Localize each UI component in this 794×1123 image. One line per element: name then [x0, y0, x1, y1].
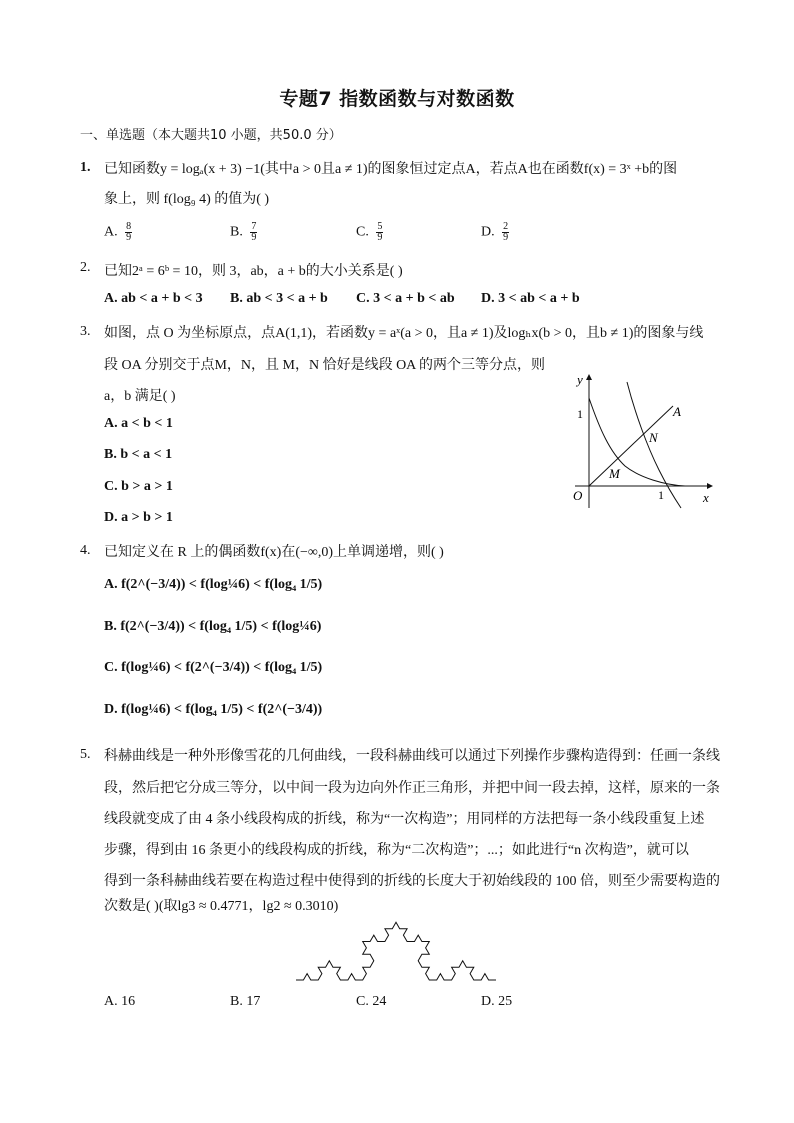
- question-3-text-line-1: 如图，点 O 为坐标原点，点A(1,1)，若函数y = aˣ(a > 0，且a ≠ 1)及logₕx(b > 0，且b ≠ 1)的图象与线: [104, 326, 704, 341]
- y-axis-arrow: [586, 374, 592, 380]
- option-letter: B.: [230, 224, 243, 240]
- point-a-label: A: [673, 404, 681, 419]
- question-5-option-d[interactable]: D. 25: [481, 994, 513, 1009]
- section-heading: 一、单选题（本大题共10 小题，共50.0 分）: [80, 128, 342, 143]
- question-4-option-d[interactable]: D. f(log¼6) < f(log₄ 1/5) < f(2^(−3/4)): [104, 702, 323, 717]
- question-1-text-line-2: 象上，则 f(log₉ 4) 的值为( ): [104, 192, 270, 207]
- page-title: 专题7 指数函数与对数函数: [279, 88, 515, 110]
- question-5-option-b[interactable]: B. 17: [230, 994, 261, 1009]
- option-fraction: $\frac{8}{9}$: [126, 221, 132, 243]
- question-2-text-line-1: 已知2ᵃ = 6ᵇ = 10，则 3，ab，a + b的大小关系是( ): [104, 264, 403, 279]
- question-5-text-line-1: 科赫曲线是一种外形像雪花的几何曲线，一段科赫曲线可以通过下列操作步骤构造得到：任画一条线: [104, 749, 720, 764]
- question-3-graph: [555, 368, 725, 518]
- option-fraction: $\frac{2}{9}$: [503, 221, 509, 243]
- option-letter: A.: [104, 224, 118, 240]
- option-letter: C.: [356, 224, 369, 240]
- point-m-label: M: [609, 466, 620, 481]
- y-axis-label: y: [577, 372, 583, 387]
- question-5-option-c[interactable]: C. 24: [356, 994, 387, 1009]
- option-fraction: $\frac{5}{9}$: [377, 221, 383, 243]
- question-4-option-c[interactable]: C. f(log¼6) < f(2^(−3/4)) < f(log₄ 1/5): [104, 660, 323, 675]
- origin-label: O: [573, 488, 583, 503]
- question-2-option-d[interactable]: D. 3 < ab < a + b: [481, 291, 580, 306]
- y-tick-one: 1: [577, 407, 583, 421]
- question-2-option-a[interactable]: A. ab < a + b < 3: [104, 291, 203, 306]
- question-2-number: 2.: [80, 260, 91, 275]
- question-3-option-c[interactable]: C. b > a > 1: [104, 479, 173, 494]
- koch-curve: [296, 922, 496, 980]
- x-axis-label: x: [703, 490, 709, 505]
- question-3-text-line-2: 段 OA 分别交于点M，N，且 M，N 恰好是线段 OA 的两个三等分点，则: [104, 358, 546, 373]
- segment-oa: [589, 406, 673, 486]
- question-1-option-d[interactable]: [481, 222, 509, 243]
- question-1-option-a[interactable]: [104, 222, 132, 243]
- option-letter: D.: [481, 224, 495, 240]
- question-3-text-line-3: a，b 满足( ): [104, 389, 176, 404]
- question-5-text-line-4: 步骤，得到由 16 条更小的线段构成的折线，称为“二次构造”；...；如此进行“n 次构造”，就可以: [104, 843, 689, 858]
- question-4-text-line-1: 已知定义在 R 上的偶函数f(x)在(−∞,0)上单调递增，则( ): [104, 545, 444, 560]
- question-1-text-line-1: 已知函数y = logₐ(x + 3) −1(其中a > 0且a ≠ 1)的图象恒过定点A，若点A也在函数f(x) = 3ˣ +b的图: [104, 162, 678, 177]
- question-5-text-line-5: 得到一条科赫曲线若要在构造过程中使得到的折线的长度大于初始线段的 100 倍，则至少需要构造的: [104, 874, 720, 889]
- question-3-number: 3.: [80, 324, 91, 339]
- question-5-number: 5.: [80, 747, 91, 762]
- question-5-text-line-2: 段，然后把它分成三等分，以中间一段为边向外作正三角形，并把中间一段去掉，这样，原来的一条: [104, 781, 720, 796]
- question-1-option-b[interactable]: [230, 222, 257, 243]
- logarithm-curve: [627, 382, 681, 508]
- x-axis-arrow: [707, 483, 713, 489]
- question-5-text-line-3: 线段就变成了由 4 条小线段构成的折线，称为“一次构造”；用同样的方法把每一条小线段重复上述: [104, 812, 705, 827]
- option-fraction: $\frac{7}{9}$: [251, 221, 257, 243]
- koch-curve-figure: [294, 918, 498, 984]
- question-5-option-a[interactable]: A. 16: [104, 994, 136, 1009]
- question-5-text-line-6: 次数是( )(取lg3 ≈ 0.4771，lg2 ≈ 0.3010): [104, 899, 339, 914]
- question-3-option-a[interactable]: A. a < b < 1: [104, 416, 173, 431]
- x-tick-one: 1: [658, 488, 664, 502]
- question-1-option-c[interactable]: [356, 222, 383, 243]
- point-n-label: N: [649, 430, 658, 445]
- question-2-option-c[interactable]: C. 3 < a + b < ab: [356, 291, 455, 306]
- question-1-number: 1.: [80, 160, 91, 175]
- question-4-option-a[interactable]: A. f(2^(−3/4)) < f(log¼6) < f(log₄ 1/5): [104, 577, 323, 592]
- question-2-option-b[interactable]: B. ab < 3 < a + b: [230, 291, 328, 306]
- question-4-option-b[interactable]: B. f(2^(−3/4)) < f(log₄ 1/5) < f(log¼6): [104, 619, 322, 634]
- question-4-number: 4.: [80, 543, 91, 558]
- question-3-option-d[interactable]: D. a > b > 1: [104, 510, 173, 525]
- question-3-option-b[interactable]: B. b < a < 1: [104, 447, 173, 462]
